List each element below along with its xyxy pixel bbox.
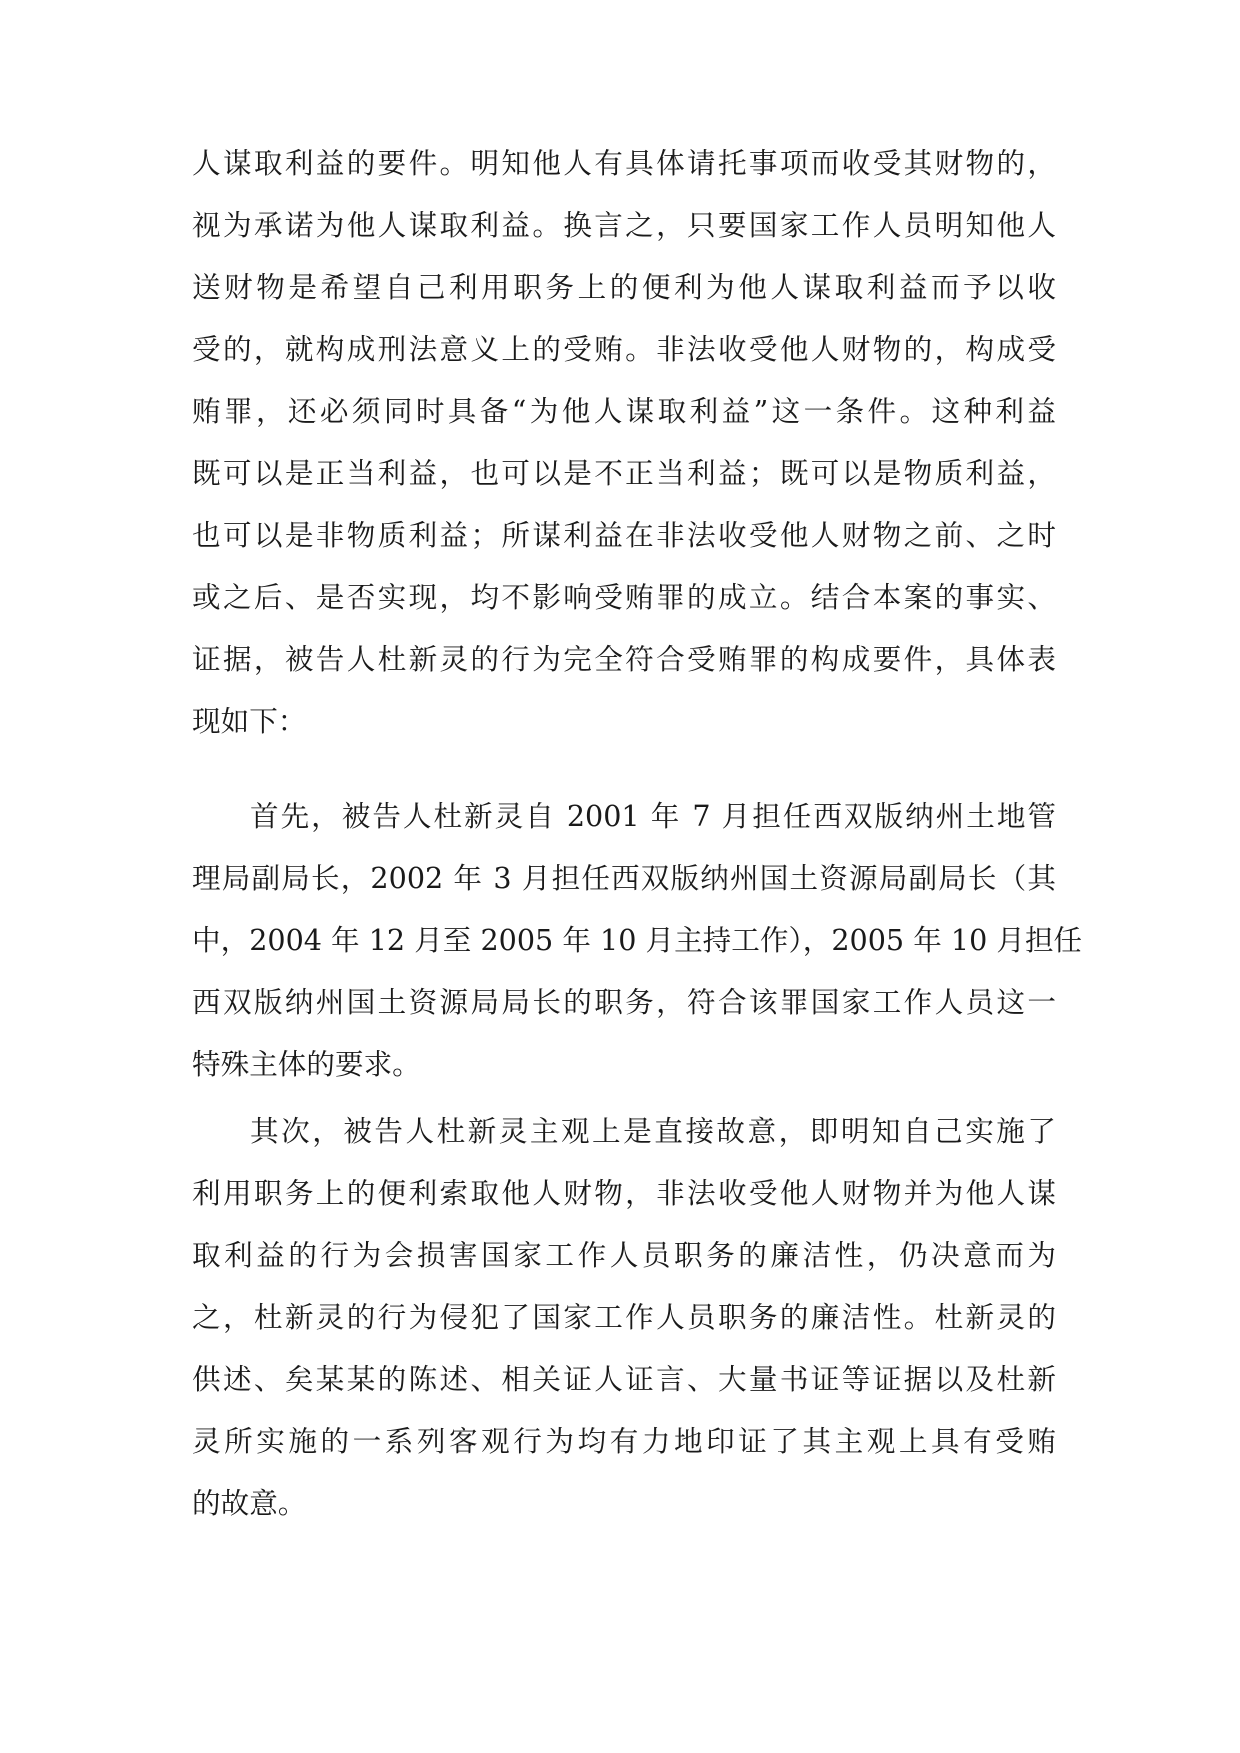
paragraph-line: 现如下：: [192, 704, 307, 738]
paragraph-line: 人谋取利益的要件。明知他人有具体请托事项而收受其财物的，: [192, 146, 1056, 180]
paragraph-line: 视为承诺为他人谋取利益。换言之，只要国家工作人员明知他人: [192, 208, 1056, 242]
paragraph-line: 或之后、是否实现，均不影响受贿罪的成立。结合本案的事实、: [192, 580, 1056, 614]
paragraph-line: 特殊主体的要求。: [192, 1047, 421, 1081]
paragraph-line: 西双版纳州国土资源局局长的职务，符合该罪国家工作人员这一: [192, 985, 1056, 1019]
paragraph-2: [192, 785, 1083, 1095]
paragraph-line: 灵所实施的一系列客观行为均有力地印证了其主观上具有受贿: [192, 1424, 1056, 1458]
paragraph-line: 证据，被告人杜新灵的行为完全符合受贿罪的构成要件，具体表: [192, 642, 1056, 676]
paragraph-line: 受的，就构成刑法意义上的受贿。非法收受他人财物的，构成受: [192, 332, 1056, 366]
paragraph-line: 既可以是正当利益，也可以是不正当利益；既可以是物质利益，: [192, 456, 1056, 490]
paragraph-line: 之，杜新灵的行为侵犯了国家工作人员职务的廉洁性。杜新灵的: [192, 1300, 1056, 1334]
paragraph-line: 贿罪，还必须同时具备“为他人谋取利益”这一条件。这种利益: [192, 394, 1056, 428]
paragraph-line: 首先，被告人杜新灵自 2001 年 7 月担任西双版纳州土地管: [250, 799, 1056, 833]
paragraph-3: [192, 1100, 1056, 1534]
paragraph-line: 利用职务上的便利索取他人财物，非法收受他人财物并为他人谋: [192, 1176, 1056, 1210]
paragraph-line: 的故意。: [192, 1486, 307, 1520]
paragraph-line: 送财物是希望自己利用职务上的便利为他人谋取利益而予以收: [192, 270, 1056, 304]
paragraph-line: 取利益的行为会损害国家工作人员职务的廉洁性，仍决意而为: [192, 1238, 1056, 1272]
paragraph-line: 理局副局长，2002 年 3 月担任西双版纳州国土资源局副局长（其: [192, 861, 1056, 895]
paragraph-line: 中，2004 年 12 月至 2005 年 10 月主持工作），2005 年 10 月担任: [192, 923, 1083, 957]
paragraph-1: [192, 132, 1056, 752]
paragraph-line: 也可以是非物质利益；所谋利益在非法收受他人财物之前、之时: [192, 518, 1056, 552]
paragraph-line: 供述、矣某某的陈述、相关证人证言、大量书证等证据以及杜新: [192, 1362, 1056, 1396]
paragraph-line: 其次，被告人杜新灵主观上是直接故意，即明知自己实施了: [250, 1114, 1056, 1148]
